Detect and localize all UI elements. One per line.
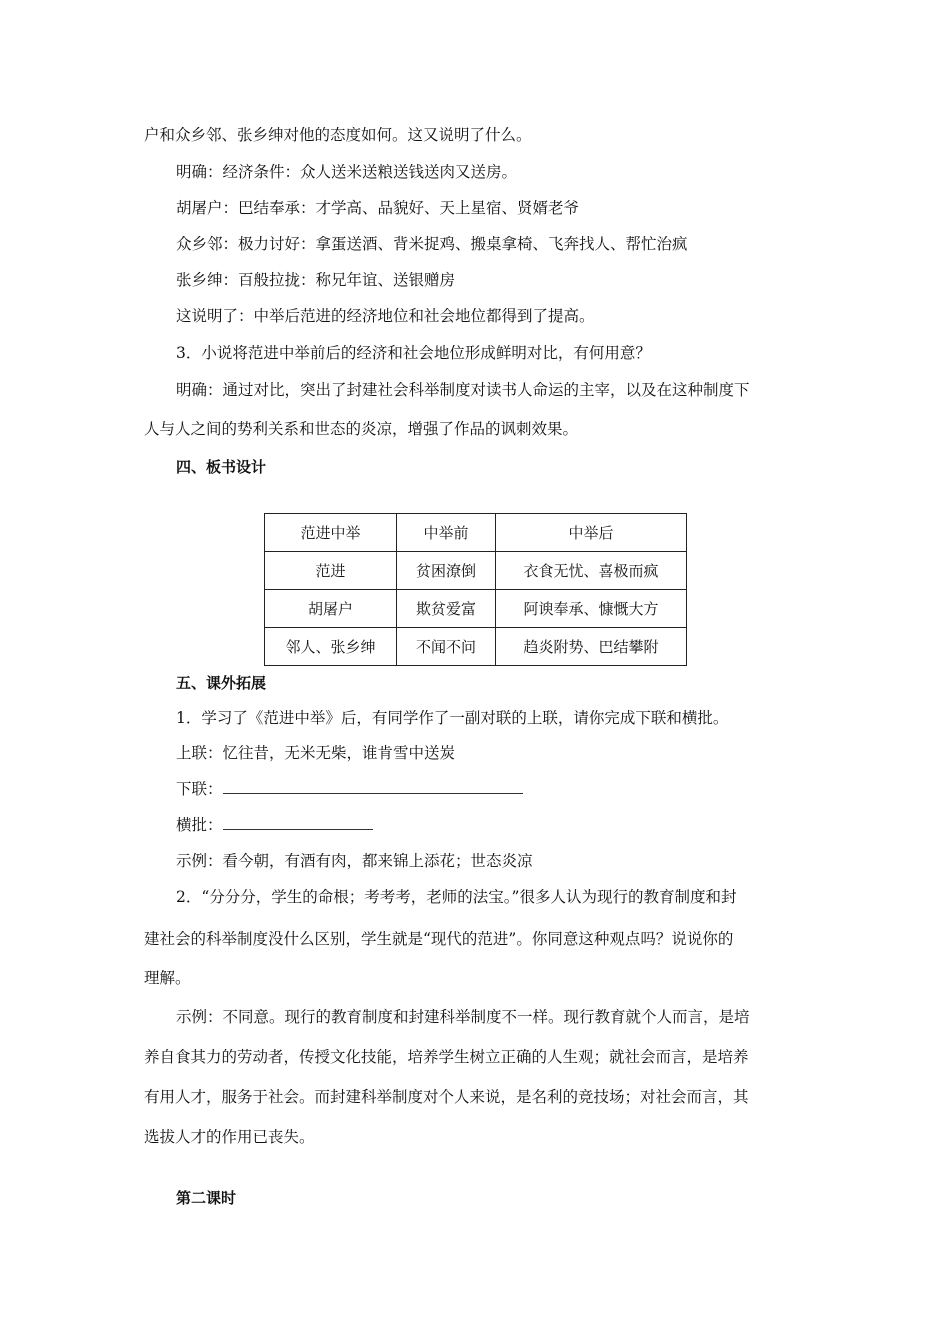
question-1: 1．学习了《范进中举》后，有同学作了一副对联的上联，请你完成下联和横批。 xyxy=(176,709,729,727)
couplet-horizontal-row xyxy=(176,814,373,836)
table-header-cell: 中举后 xyxy=(496,514,687,552)
table-row xyxy=(265,552,687,590)
paragraph-butcher-hu: 胡屠户：巴结奉承：才学高、品貌好、天上星宿、贤婿老爷 xyxy=(176,199,580,217)
table-header-cell: 中举前 xyxy=(397,514,496,552)
paragraph-squire-zhang: 张乡绅：百般拉拢：称兄年谊、送银赠房 xyxy=(176,271,456,289)
couplet-horizontal-blank xyxy=(223,815,373,830)
table-cell: 欺贫爱富 xyxy=(397,590,496,628)
couplet-upper: 上联：忆往昔，无米无柴，谁肯雪中送炭 xyxy=(176,744,456,762)
couplet-lower-label: 下联： xyxy=(176,780,223,798)
table-cell: 范进 xyxy=(265,552,397,590)
table-cell: 不闻不问 xyxy=(397,628,496,666)
example-2-line-4: 选拔人才的作用已丧失。 xyxy=(144,1128,315,1146)
couplet-lower-row xyxy=(176,778,523,800)
question-2-line-1: 2．“分分分，学生的命根；考考考，老师的法宝。”很多人认为现行的教育制度和封 xyxy=(176,888,737,906)
paragraph-explanation: 这说明了：中举后范进的经济地位和社会地位都得到了提高。 xyxy=(176,307,595,325)
table-cell: 衣食无忧、喜极而疯 xyxy=(496,552,687,590)
question-2-line-2: 建社会的科举制度没什么区别，学生就是“现代的范进”。你同意这种观点吗？说说你的 xyxy=(144,930,734,948)
example-1: 示例：看今朝，有酒有肉，都来锦上添花；世态炎凉 xyxy=(176,852,533,870)
example-2-line-1: 示例：不同意。现行的教育制度和封建科举制度不一样。现行教育就个人而言，是培 xyxy=(176,1008,750,1026)
example-2-line-3: 有用人才，服务于社会。而封建科举制度对个人来说，是名利的竞技场；对社会而言，其 xyxy=(144,1088,749,1106)
table-row xyxy=(265,590,687,628)
table-cell: 邻人、张乡绅 xyxy=(265,628,397,666)
question-3: 3．小说将范进中举前后的经济和社会地位形成鲜明对比，有何用意？ xyxy=(176,344,651,362)
table-cell: 趋炎附势、巴结攀附 xyxy=(496,628,687,666)
table-header-row xyxy=(265,514,687,552)
paragraph-intro: 户和众乡邻、张乡绅对他的态度如何。这又说明了什么。 xyxy=(144,126,532,144)
answer-3-line-2: 人与人之间的势利关系和世态的炎凉，增强了作品的讽刺效果。 xyxy=(144,420,579,438)
section-heading-board-design: 四、板书设计 xyxy=(176,458,267,476)
couplet-lower-blank xyxy=(223,779,523,794)
example-2-line-2: 养自食其力的劳动者，传授文化技能，培养学生树立正确的人生观；就社会而言，是培养 xyxy=(144,1048,749,1066)
lesson-2-heading: 第二课时 xyxy=(176,1189,237,1207)
table-row xyxy=(265,628,687,666)
paragraph-neighbors: 众乡邻：极力讨好：拿蛋送酒、背米捉鸡、搬桌拿椅、飞奔找人、帮忙治疯 xyxy=(176,235,688,253)
answer-3-line-1: 明确：通过对比，突出了封建社会科举制度对读书人命运的主宰，以及在这种制度下 xyxy=(176,381,750,399)
paragraph-economy: 明确：经济条件：众人送米送粮送钱送肉又送房。 xyxy=(176,163,518,181)
table-header-cell: 范进中举 xyxy=(265,514,397,552)
table-cell: 阿谀奉承、慷慨大方 xyxy=(496,590,687,628)
table-cell: 贫困潦倒 xyxy=(397,552,496,590)
board-design-table xyxy=(264,513,687,666)
couplet-horizontal-label: 横批： xyxy=(176,816,223,834)
section-heading-extension: 五、课外拓展 xyxy=(176,674,267,692)
table-cell: 胡屠户 xyxy=(265,590,397,628)
question-2-line-3: 理解。 xyxy=(144,969,191,987)
